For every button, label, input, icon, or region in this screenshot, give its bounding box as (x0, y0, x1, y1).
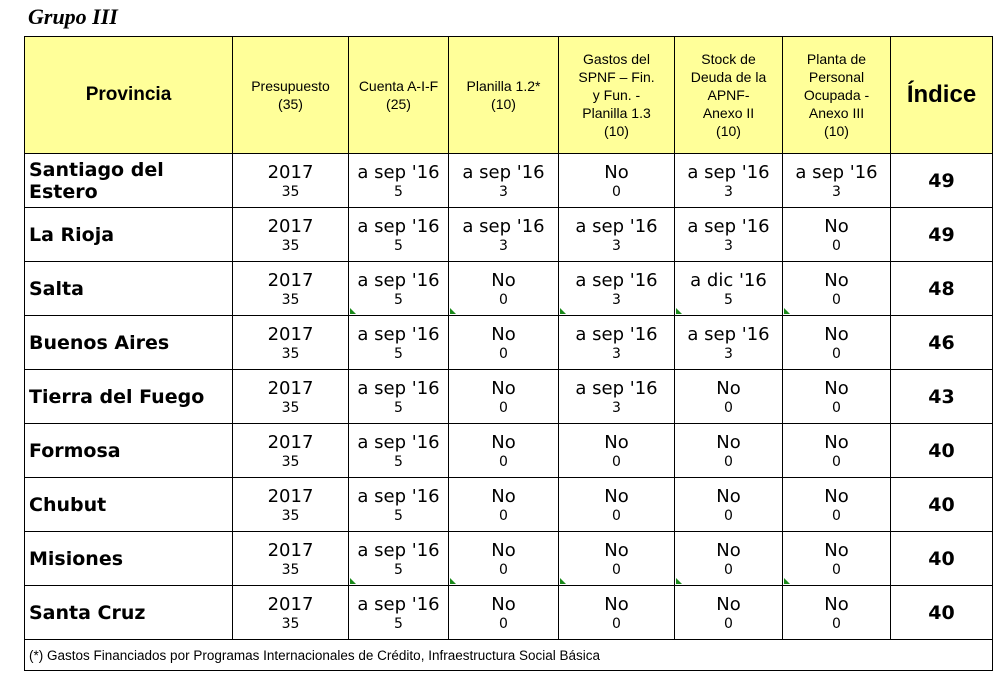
cell-cuenta (349, 478, 449, 532)
cell-stock (675, 370, 783, 424)
cell-cuenta (349, 586, 449, 640)
table-row (25, 424, 993, 478)
cell-points: 0 (832, 399, 841, 416)
cell-cuenta (349, 424, 449, 478)
cell-value: a sep '16 (357, 323, 440, 345)
footnote-row (25, 640, 993, 671)
cell-value: No (824, 539, 849, 561)
cell-value: No (491, 323, 516, 345)
cell-value: No (604, 431, 629, 453)
cell-value: a sep '16 (575, 323, 658, 345)
cell-value: No (824, 323, 849, 345)
cell-gastos (559, 478, 675, 532)
cell-value: No (716, 431, 741, 453)
cell-planta (783, 316, 891, 370)
cell-value: a sep '16 (357, 161, 440, 183)
table-body (25, 154, 993, 640)
cell-points: 0 (832, 237, 841, 254)
cell-points: 5 (394, 183, 403, 200)
cell-points: 0 (612, 183, 621, 200)
cell-points: 5 (394, 615, 403, 632)
header-line: Anexo III (808, 105, 865, 121)
cell-points: 0 (612, 507, 621, 524)
cell-value: a sep '16 (357, 431, 440, 453)
cell-comment-marker-icon (676, 308, 682, 314)
cell-value: No (824, 215, 849, 237)
cell-stock (675, 262, 783, 316)
cell-planta (783, 208, 891, 262)
cell-value: No (824, 485, 849, 507)
cell-points: 35 (281, 345, 300, 362)
cell-points: 3 (499, 183, 508, 200)
cell-presupuesto (233, 316, 349, 370)
table-row (25, 208, 993, 262)
cell-gastos (559, 586, 675, 640)
header-gastos (559, 37, 675, 154)
cell-points: 0 (612, 615, 621, 632)
cell-points: 0 (724, 453, 733, 470)
cell-planilla (449, 586, 559, 640)
cell-value: a sep '16 (575, 269, 658, 291)
header-planta (783, 37, 891, 154)
cell-points: 0 (499, 507, 508, 524)
cell-value: a sep '16 (795, 161, 878, 183)
cell-points: 3 (499, 237, 508, 254)
header-line: (10) (824, 123, 849, 139)
cell-value: No (824, 269, 849, 291)
header-line: Cuenta A-I-F (358, 78, 439, 94)
cell-points: 0 (832, 615, 841, 632)
cell-value: No (824, 431, 849, 453)
header-line: APNF- (707, 87, 750, 103)
cell-value: No (491, 269, 516, 291)
cell-presupuesto (233, 208, 349, 262)
cell-cuenta (349, 532, 449, 586)
cell-points: 0 (724, 615, 733, 632)
header-line: (10) (716, 123, 741, 139)
cell-points: 3 (612, 399, 621, 416)
cell-planilla (449, 316, 559, 370)
cell-value: 2017 (267, 431, 314, 453)
cell-comment-marker-icon (676, 578, 682, 584)
cell-gastos (559, 208, 675, 262)
cell-value: No (604, 161, 629, 183)
header-line: Ocupada - (803, 87, 870, 103)
provincia-name: Formosa (25, 424, 233, 478)
cell-value: a sep '16 (357, 215, 440, 237)
cell-value: 2017 (267, 377, 314, 399)
cell-value: a sep '16 (575, 215, 658, 237)
cell-planta (783, 478, 891, 532)
cell-points: 5 (394, 237, 403, 254)
header-stock (675, 37, 783, 154)
cell-value: a sep '16 (357, 377, 440, 399)
cell-value: 2017 (267, 593, 314, 615)
cell-points: 3 (612, 237, 621, 254)
indice-value: 48 (891, 262, 993, 316)
cell-value: No (604, 485, 629, 507)
cell-planilla (449, 478, 559, 532)
header-line: y Fun. - (592, 87, 641, 103)
footnote: (*) Gastos Financiados por Programas Internacionales de Crédito, Infraestructura Social Básica (25, 640, 993, 671)
header-line: Planta de (806, 51, 867, 67)
cell-gastos (559, 532, 675, 586)
provincia-name: Chubut (25, 478, 233, 532)
cell-points: 35 (281, 237, 300, 254)
cell-points: 35 (281, 507, 300, 524)
cell-points: 5 (394, 453, 403, 470)
cell-points: 5 (724, 291, 733, 308)
indice-value: 40 (891, 586, 993, 640)
header-line: (35) (278, 96, 303, 112)
cell-value: a sep '16 (575, 377, 658, 399)
cell-value: 2017 (267, 539, 314, 561)
cell-value: 2017 (267, 323, 314, 345)
cell-presupuesto (233, 424, 349, 478)
cell-value: No (604, 539, 629, 561)
indice-value: 43 (891, 370, 993, 424)
table-row (25, 154, 993, 208)
cell-value: 2017 (267, 215, 314, 237)
table-row (25, 262, 993, 316)
cell-stock (675, 478, 783, 532)
cell-comment-marker-icon (350, 578, 356, 584)
cell-cuenta (349, 262, 449, 316)
header-line: Personal (808, 69, 865, 85)
cell-value: a sep '16 (687, 215, 770, 237)
cell-planilla (449, 370, 559, 424)
indice-value: 40 (891, 532, 993, 586)
cell-planta (783, 586, 891, 640)
cell-points: 35 (281, 453, 300, 470)
cell-points: 35 (281, 399, 300, 416)
cell-value: 2017 (267, 485, 314, 507)
cell-value: No (824, 593, 849, 615)
header-planilla (449, 37, 559, 154)
cell-planta (783, 262, 891, 316)
cell-cuenta (349, 208, 449, 262)
table-row (25, 532, 993, 586)
cell-stock (675, 316, 783, 370)
header-line: Gastos del (583, 51, 650, 67)
cell-planilla (449, 154, 559, 208)
header-line: Anexo II (702, 105, 755, 121)
cell-value: No (716, 539, 741, 561)
cell-planta (783, 532, 891, 586)
cell-points: 0 (499, 615, 508, 632)
cell-points: 35 (281, 291, 300, 308)
provinces-table (24, 36, 993, 671)
indice-value: 40 (891, 478, 993, 532)
cell-comment-marker-icon (784, 578, 790, 584)
cell-planilla (449, 532, 559, 586)
cell-points: 0 (499, 291, 508, 308)
header-line: (25) (386, 96, 411, 112)
cell-gastos (559, 262, 675, 316)
cell-value: No (716, 485, 741, 507)
cell-value: No (604, 593, 629, 615)
header-line: SPNF – Fin. (578, 69, 655, 85)
cell-value: a dic '16 (690, 269, 767, 291)
cell-value: 2017 (267, 161, 314, 183)
cell-planta (783, 424, 891, 478)
cell-value: No (824, 377, 849, 399)
cell-value: No (716, 377, 741, 399)
cell-planta (783, 154, 891, 208)
cell-points: 0 (612, 453, 621, 470)
header-indice: Índice (891, 37, 993, 154)
cell-points: 5 (394, 399, 403, 416)
header-line: Planilla 1.3 (582, 105, 651, 121)
provincia-name: Salta (25, 262, 233, 316)
cell-comment-marker-icon (350, 308, 356, 314)
cell-cuenta (349, 316, 449, 370)
header-cuenta (349, 37, 449, 154)
header-line: (10) (604, 123, 629, 139)
cell-points: 0 (724, 561, 733, 578)
cell-cuenta (349, 154, 449, 208)
cell-comment-marker-icon (450, 578, 456, 584)
provincia-name: Santa Cruz (25, 586, 233, 640)
cell-points: 0 (832, 507, 841, 524)
cell-presupuesto (233, 262, 349, 316)
cell-points: 5 (394, 561, 403, 578)
provincia-name: Misiones (25, 532, 233, 586)
cell-points: 3 (724, 183, 733, 200)
cell-points: 3 (612, 345, 621, 362)
cell-value: 2017 (267, 269, 314, 291)
cell-points: 0 (499, 561, 508, 578)
cell-presupuesto (233, 532, 349, 586)
cell-value: a sep '16 (462, 215, 545, 237)
cell-stock (675, 586, 783, 640)
provincia-name: Buenos Aires (25, 316, 233, 370)
cell-points: 0 (832, 453, 841, 470)
cell-value: a sep '16 (357, 593, 440, 615)
cell-value: a sep '16 (462, 161, 545, 183)
cell-points: 5 (394, 345, 403, 362)
cell-presupuesto (233, 478, 349, 532)
cell-points: 0 (499, 345, 508, 362)
table-row (25, 478, 993, 532)
cell-points: 3 (724, 237, 733, 254)
cell-value: a sep '16 (687, 161, 770, 183)
cell-presupuesto (233, 370, 349, 424)
cell-points: 0 (499, 453, 508, 470)
cell-value: a sep '16 (357, 539, 440, 561)
header-row (25, 37, 993, 154)
cell-stock (675, 154, 783, 208)
header-line: Deuda de la (690, 69, 767, 85)
cell-cuenta (349, 370, 449, 424)
cell-comment-marker-icon (560, 578, 566, 584)
cell-value: a sep '16 (687, 323, 770, 345)
cell-points: 0 (832, 561, 841, 578)
indice-value: 40 (891, 424, 993, 478)
cell-stock (675, 208, 783, 262)
cell-value: a sep '16 (357, 485, 440, 507)
cell-points: 3 (612, 291, 621, 308)
cell-value: a sep '16 (357, 269, 440, 291)
cell-presupuesto (233, 586, 349, 640)
cell-points: 0 (612, 561, 621, 578)
table-row (25, 316, 993, 370)
cell-points: 0 (832, 345, 841, 362)
provincia-name: La Rioja (25, 208, 233, 262)
cell-comment-marker-icon (450, 308, 456, 314)
cell-points: 5 (394, 507, 403, 524)
provincia-name: Tierra del Fuego (25, 370, 233, 424)
cell-planilla (449, 424, 559, 478)
indice-value: 46 (891, 316, 993, 370)
cell-value: No (491, 485, 516, 507)
cell-points: 5 (394, 291, 403, 308)
indice-value: 49 (891, 208, 993, 262)
cell-presupuesto (233, 154, 349, 208)
header-presupuesto (233, 37, 349, 154)
cell-points: 35 (281, 561, 300, 578)
cell-value: No (491, 431, 516, 453)
group-title: Grupo III (28, 4, 118, 29)
cell-gastos (559, 316, 675, 370)
cell-points: 3 (724, 345, 733, 362)
cell-value: No (491, 377, 516, 399)
cell-comment-marker-icon (784, 308, 790, 314)
indice-value: 49 (891, 154, 993, 208)
table-row (25, 370, 993, 424)
cell-value: No (491, 593, 516, 615)
cell-value: No (491, 539, 516, 561)
cell-planilla (449, 208, 559, 262)
cell-stock (675, 424, 783, 478)
cell-points: 0 (499, 399, 508, 416)
header-line: (10) (491, 96, 516, 112)
cell-points: 0 (724, 507, 733, 524)
header-provincia: Provincia (25, 37, 233, 154)
cell-points: 35 (281, 183, 300, 200)
provincia-name: Santiago del Estero (25, 154, 233, 208)
cell-value: No (716, 593, 741, 615)
cell-gastos (559, 424, 675, 478)
cell-planta (783, 370, 891, 424)
header-line: Stock de (701, 51, 756, 67)
cell-stock (675, 532, 783, 586)
cell-points: 35 (281, 615, 300, 632)
cell-points: 3 (832, 183, 841, 200)
cell-points: 0 (832, 291, 841, 308)
header-line: Planilla 1.2* (466, 78, 541, 94)
cell-gastos (559, 370, 675, 424)
table-row (25, 586, 993, 640)
cell-gastos (559, 154, 675, 208)
cell-planilla (449, 262, 559, 316)
cell-points: 0 (724, 399, 733, 416)
cell-comment-marker-icon (560, 308, 566, 314)
header-line: Presupuesto (251, 78, 330, 94)
